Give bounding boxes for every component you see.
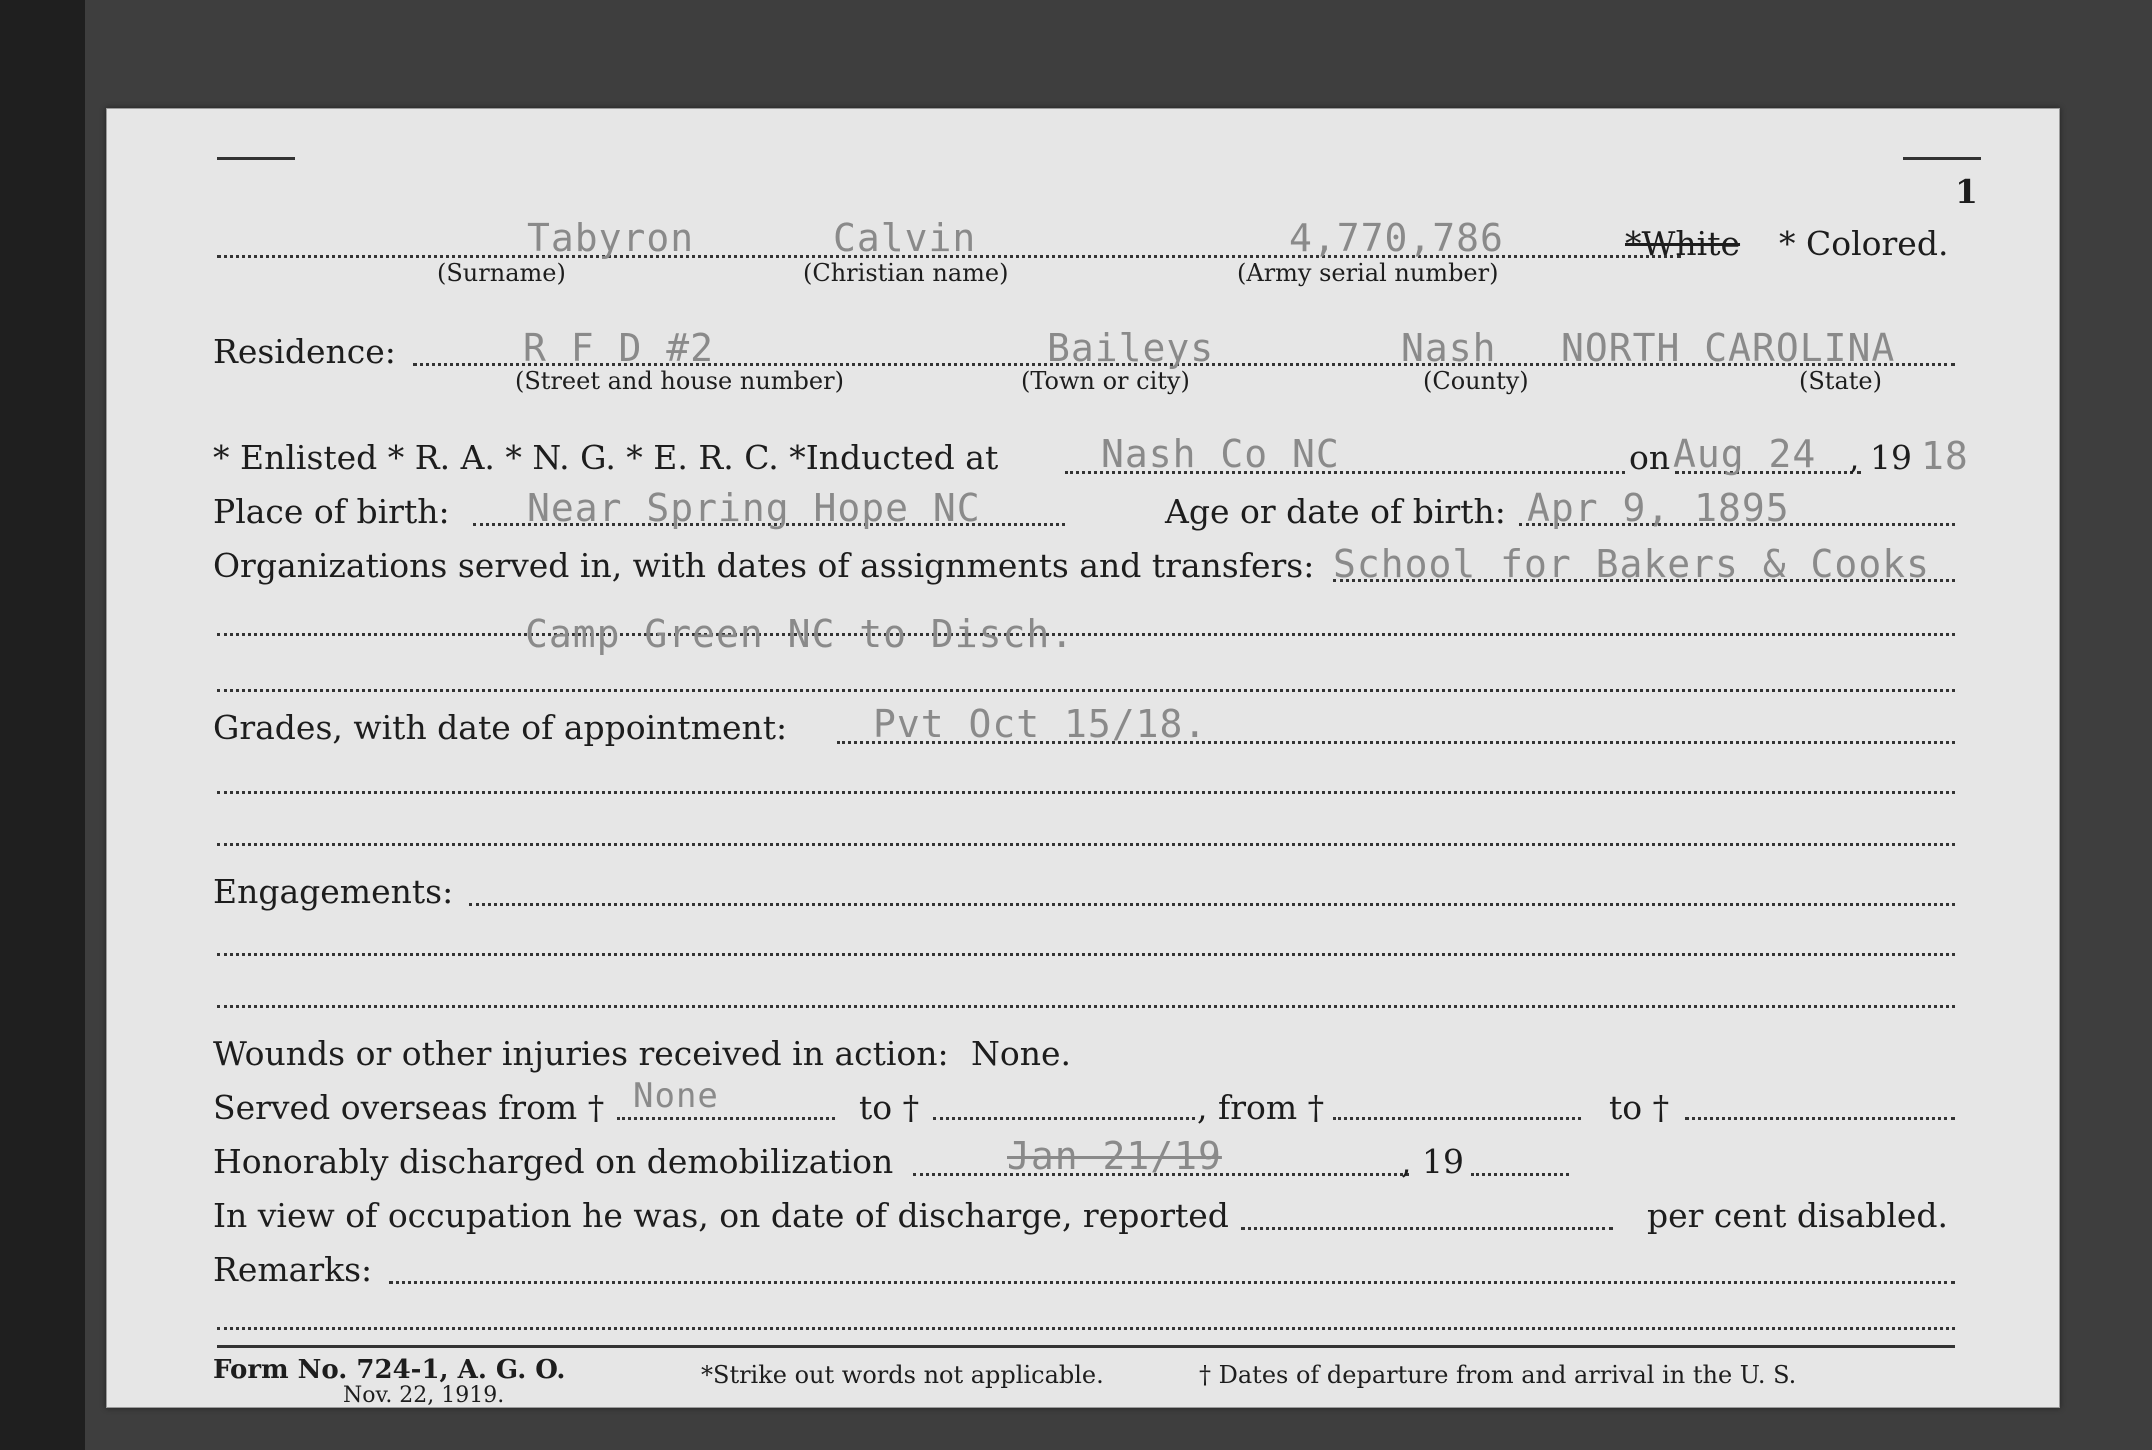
discharged-label: Honorably discharged on demobilization (213, 1142, 894, 1181)
on-label: on (1629, 438, 1671, 477)
service-record-card (106, 108, 2060, 1408)
overseas-from-line (617, 1117, 835, 1120)
top-right-rule (1903, 157, 1981, 160)
surname-value: Tabyron (527, 216, 695, 260)
strike-note: *Strike out words not applicable. (701, 1361, 1104, 1389)
occupation-line (1241, 1227, 1613, 1230)
label-army-serial: (Army serial number) (1237, 259, 1499, 287)
discharge-year-prefix: , 19 (1401, 1142, 1464, 1181)
engagements-label: Engagements: (213, 872, 454, 911)
overseas-from-label: , from † (1197, 1088, 1325, 1127)
percent-disabled-label: per cent disabled. (1647, 1196, 1949, 1235)
organization-line-1-value: School for Bakers & Cooks (1333, 542, 1930, 586)
engagements-line-3 (217, 1005, 1955, 1008)
place-of-birth-label: Place of birth: (213, 492, 450, 531)
street-value: R F D #2 (523, 326, 715, 370)
form-date: Nov. 22, 1919. (343, 1383, 505, 1408)
engagements-line-2 (217, 953, 1955, 956)
organization-line-2-value: Camp Green NC to Disch. (525, 612, 1075, 656)
label-county: (County) (1423, 367, 1529, 395)
race-white: *White (1625, 224, 1741, 263)
occupation-label: In view of occupation he was, on date of discharge, reported (213, 1196, 1229, 1235)
overseas-to-label-1: to † (859, 1088, 920, 1127)
discharge-year-line (1471, 1173, 1569, 1176)
overseas-value: None (633, 1076, 719, 1116)
county-value: Nash (1401, 326, 1497, 370)
label-town: (Town or city) (1021, 367, 1190, 395)
grades-line-2 (217, 791, 1955, 794)
remarks-line-2 (217, 1327, 1955, 1330)
dates-note: † Dates of departure from and arrival in the U. S. (1199, 1361, 1797, 1389)
label-street: (Street and house number) (515, 367, 844, 395)
organizations-line-2 (217, 633, 1955, 636)
page-number: 1 (1955, 172, 1978, 211)
place-of-birth-value: Near Spring Hope NC (527, 486, 981, 530)
grades-label: Grades, with date of appointment: (213, 708, 788, 747)
organizations-line-3 (217, 689, 1955, 692)
induction-year-prefix: , 19 (1849, 438, 1912, 477)
film-edge (0, 0, 85, 1450)
induction-year-suffix: 18 (1921, 434, 1969, 478)
wounds-value: None. (971, 1034, 1072, 1073)
overseas-to-line-2 (1685, 1117, 1955, 1120)
overseas-to-line-1 (933, 1117, 1195, 1120)
race-colored: * Colored. (1779, 224, 1949, 263)
label-surname: (Surname) (437, 259, 566, 287)
induction-date-value: Aug 24 (1673, 432, 1817, 476)
town-value: Baileys (1047, 326, 1215, 370)
form-number: Form No. 724-1, A. G. O. (213, 1355, 566, 1385)
footer-rule (217, 1345, 1955, 1348)
army-serial-value: 4,770,786 (1289, 216, 1504, 260)
remarks-line-1 (389, 1281, 1955, 1284)
age-label: Age or date of birth: (1165, 492, 1506, 531)
overseas-to-label-2: to † (1609, 1088, 1670, 1127)
discharge-date-value: Jan 21/19 (1007, 1134, 1222, 1178)
date-of-birth-value: Apr 9, 1895 (1527, 486, 1790, 530)
inducted-at-value: Nash Co NC (1101, 432, 1340, 476)
wounds-label: Wounds or other injuries received in action: (213, 1034, 949, 1073)
enlisted-line: * Enlisted * R. A. * N. G. * E. R. C. *Inducted at (213, 438, 999, 477)
remarks-label: Remarks: (213, 1250, 373, 1289)
label-state: (State) (1799, 367, 1882, 395)
overseas-from-line-2 (1333, 1117, 1581, 1120)
organizations-label: Organizations served in, with dates of assignments and transfers: (213, 546, 1315, 585)
residence-label: Residence: (213, 332, 396, 371)
christian-name-value: Calvin (833, 216, 977, 260)
grades-line-3 (217, 843, 1955, 846)
overseas-label: Served overseas from † (213, 1088, 605, 1127)
top-left-rule (217, 157, 295, 160)
state-value: NORTH CAROLINA (1561, 326, 1896, 370)
engagements-line-1 (469, 903, 1955, 906)
label-christian-name: (Christian name) (803, 259, 1009, 287)
grades-value: Pvt Oct 15/18. (873, 702, 1208, 746)
